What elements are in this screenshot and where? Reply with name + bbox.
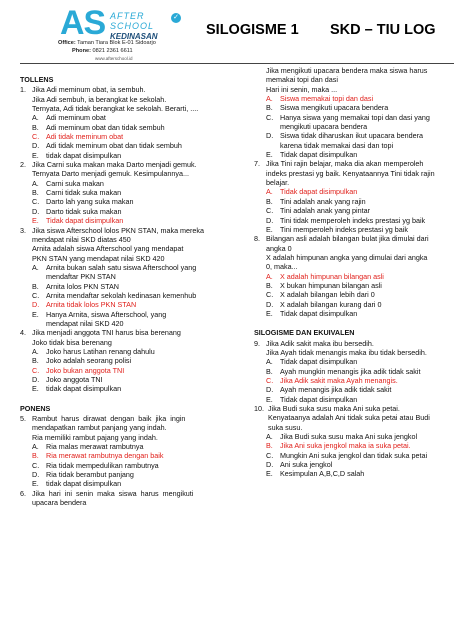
option-d[interactable] [20,207,238,216]
question-4 [20,328,238,347]
option-letter: D. [32,470,40,480]
question-9 [254,339,459,358]
option-text: Ayah mungkin menangis jika adik tidak sakit [280,366,421,376]
spacer [254,318,459,325]
option-letter: B. [32,356,39,366]
question-text: Jika hari ini senin maka siswa harus mengikuti [32,488,194,498]
question-3 [20,226,238,263]
question-number: 8. [254,234,260,244]
option-letter: A. [266,94,273,104]
option-letter: E. [266,469,273,479]
option-text: Hanya siswa yang memakai topi dan dasi yang [280,112,430,122]
option-e[interactable] [20,151,238,160]
option-letter: E. [266,150,273,160]
option-text: Hanya Arnita, siswa Afterschool, yang [46,309,167,319]
option-text: Arnita tidak lolos PKN STAN [46,300,137,310]
option-letter: C. [32,197,40,207]
option-letter: A. [266,357,273,367]
option-a[interactable] [254,357,459,366]
option-text: Siswa tidak diharuskan ikut upacara bendera [280,131,424,141]
option-letter: E. [32,384,39,394]
option-letter: D. [266,215,274,225]
question-number: 6. [20,488,26,498]
option-letter: E. [32,216,39,226]
question-text: Jika Adi sembuh, ia berangkat ke sekolah. [32,94,167,104]
option-letter: C. [266,206,274,216]
option-a[interactable] [20,113,238,122]
option-b-answer[interactable] [254,441,459,450]
page-title: SILOGISME 1 [206,22,299,38]
option-d[interactable] [254,300,459,309]
option-d[interactable] [254,131,459,140]
question-text: 0, maka... [266,262,298,272]
option-c-answer[interactable] [254,376,459,385]
question-text: belajar. [266,178,290,188]
question-text: upacara bendera [32,498,87,508]
option-letter: A. [266,432,273,442]
option-b-answer[interactable] [20,451,238,460]
option-letter: A. [32,346,39,356]
option-letter: B. [266,280,273,290]
header-divider [20,63,454,64]
option-text: Carni suka makan [46,178,104,188]
option-text: Tini adalah anak yang rajin [280,196,366,206]
option-letter: B. [32,451,39,461]
question-10 [254,404,459,432]
question-6 [20,489,238,508]
question-text: mendapatkan rambut panjang yang indah. [32,423,167,433]
option-a-answer[interactable] [254,94,459,103]
option-a[interactable] [20,179,238,188]
option-letter: A. [32,113,39,123]
option-a[interactable] [254,432,459,441]
question-text: Ternyata, Adi tidak berangkat ke sekolah. Berarti, .... [32,104,199,114]
question-text: Jika mengikuti upacara bendera maka siswa harus [266,66,428,75]
option-b[interactable] [20,282,238,291]
question-6-continued [254,66,459,94]
option-letter: D. [266,299,274,309]
option-text: Ria tidak berambut panjang [46,470,134,480]
option-text: Ria malas merawat rambutnya [46,442,144,452]
option-letter: B. [32,188,39,198]
option-text: Arnita bukan salah satu siswa Afterschool yang [46,262,197,272]
option-letter: C. [32,290,40,300]
option-text: tidak dapat disimpulkan [46,479,122,489]
question-number: 3. [20,225,26,235]
option-text: Siswa mengikuti upacara bendera [280,103,389,113]
option-letter: C. [32,365,40,375]
option-e[interactable] [254,225,459,234]
option-e[interactable] [254,395,459,404]
option-text: X adalah bilangan kurang dari 0 [280,299,382,309]
option-text: Tidak dapat disimpulkan [280,150,358,160]
option-text: Tidak dapat disimpulkan [280,394,358,404]
question-text: Kenyataanya adalah Ani tidak suka petai atau Budi [268,413,430,423]
question-text: Arnita adalah siswa Afterschool yang mendapat [32,244,184,254]
question-text: Bilangan asli adalah bilangan bulat jika dimulai dari [266,234,429,244]
option-text: Carni tidak suka makan [46,188,122,198]
option-text: Tini adalah anak yang pintar [280,206,371,216]
option-text: X bukan himpunan bilangan asli [280,280,382,290]
office-label: Office: [58,40,76,46]
option-d-continued [254,141,459,150]
question-number: 7. [254,159,260,169]
logo-school-text: SCHOOL [110,21,155,31]
option-letter: E. [266,394,273,404]
option-b[interactable] [254,281,459,290]
option-text: Arnita mendaftar sekolah kedinasan kemenhub [46,290,197,300]
question-8 [254,234,459,271]
option-text: Ria merawat rambutnya dengan baik [46,451,164,461]
option-text: Adi meminum obat dan tidak sembuh [46,122,165,132]
website-link[interactable]: www.afterschool.id [95,56,133,61]
question-number: 4. [20,328,26,338]
question-text: Jika Budi suka susu maka Ani suka petai. [268,404,400,414]
option-text: mendapat nilai SKD 420 [46,318,124,328]
option-a[interactable] [20,263,238,272]
option-text: Siswa memakai topi dan dasi [280,94,374,104]
question-text: Jika Carni suka makan maka Darto menjadi gemuk. [32,160,197,170]
option-letter: E. [32,150,39,160]
option-e[interactable] [20,384,238,393]
phone-label: Phone: [72,48,91,54]
question-text: Ternyata Darto menjadi gemuk. Kesimpulannya... [32,169,190,179]
option-letter: A. [266,271,273,281]
option-letter: B. [32,281,39,291]
option-text: mendaftar PKN STAN [46,272,116,282]
option-e[interactable] [20,479,238,488]
option-e-answer[interactable] [20,216,238,225]
option-text: Ani suka jengkol [280,460,333,470]
option-c-continued [254,122,459,131]
option-text: Adi meminum obat [46,113,106,123]
option-c-answer[interactable] [20,366,238,375]
option-text: Darto tidak suka makan [46,206,122,216]
option-letter: A. [32,442,39,452]
option-text: Adi tidak meminum obat [46,132,124,142]
option-letter: C. [32,460,40,470]
question-number: 2. [20,160,26,170]
option-text: Joko bukan anggota TNI [46,365,125,375]
option-c[interactable] [20,197,238,206]
option-text: X adalah bilangan lebih dari 0 [280,290,375,300]
question-text: Jika siswa Afterschool lolos PKN STAN, maka mereka [32,225,205,235]
option-text: Joko adalah seorang polisi [46,356,132,366]
option-text: Tidak dapat disimpulkan [280,187,358,197]
option-text: Arnita lolos PKN STAN [46,281,119,291]
option-d[interactable] [254,385,459,394]
section-heading-ponens: PONENS [20,403,51,413]
option-letter: C. [266,290,274,300]
question-text: mendapat nilai SKD diatas 450 [32,234,131,244]
option-c[interactable] [254,451,459,460]
question-5 [20,414,238,442]
option-e-continued [20,319,238,328]
option-e[interactable] [254,150,459,159]
option-b[interactable] [20,123,238,132]
option-letter: D. [32,206,40,216]
question-text: Hari ini senin, maka ... [266,84,338,94]
phone-number: 0821 2361 6611 [92,48,133,54]
option-d[interactable] [20,470,238,479]
option-text: X adalah himpunan bilangan asli [280,271,384,281]
option-text: Tini tidak memperoleh indeks prestasi yg baik [280,215,426,225]
question-text: X adalah himpunan angka yang dimulai dari angka [266,252,428,262]
question-text: angka 0 [266,243,292,253]
option-letter: A. [32,178,39,188]
option-letter: A. [266,187,273,197]
option-b[interactable] [254,197,459,206]
option-letter: B. [266,103,273,113]
question-text: Jika Adik sakit maka ibu bersedih. [266,338,374,348]
option-a-answer[interactable] [254,187,459,196]
option-d-answer[interactable] [20,300,238,309]
section-heading-ekuivalen: SILOGISME DAN EKUIVALEN [254,328,355,338]
option-text: Adi tidak meminum obat dan tidak sembuh [46,141,182,151]
option-e[interactable] [254,469,459,478]
question-text: suka susu. [268,422,303,432]
option-d[interactable] [254,216,459,225]
logo-mark: AS [60,4,106,42]
question-number: 10. [254,404,264,414]
option-a-continued [20,272,238,281]
option-d[interactable] [20,375,238,384]
logo-kedinasan-text: KEDINASAN [110,32,158,41]
question-text: Joko tidak bisa berenang [32,337,112,347]
question-text: Jika Ayah tidak menangis maka ibu tidak bersedih. [266,347,427,357]
right-column [254,66,459,479]
option-a-answer[interactable] [254,272,459,281]
option-letter: D. [266,385,274,395]
option-letter: E. [266,224,273,234]
option-c[interactable] [254,206,459,215]
option-c-answer[interactable] [20,132,238,141]
option-letter: A. [32,262,39,272]
option-letter: D. [266,131,274,141]
option-letter: C. [266,376,274,385]
question-number: 9. [254,338,260,348]
option-text: Ria tidak mempedulikan rambutnya [46,460,159,470]
option-d[interactable] [20,141,238,150]
option-c[interactable] [20,461,238,470]
option-c[interactable] [254,290,459,299]
option-b[interactable] [254,367,459,376]
question-1 [20,85,238,113]
option-text: Jika Adik sakit maka Ayah menangis. [280,376,398,385]
question-text: Ria memiliki rambut pajang yang indah. [32,432,158,442]
option-a[interactable] [20,347,238,356]
question-text: Jika Tini rajin belajar, maka dia akan memperoleh [266,159,424,169]
question-text: PKN STAN yang mendapat nilai SKD 420 [32,253,165,263]
office-info [58,39,156,55]
option-c[interactable] [20,291,238,300]
option-b[interactable] [20,356,238,365]
option-letter: B. [266,366,273,376]
option-text: tidak dapat disimpulkan [46,150,122,160]
left-column [20,72,238,507]
option-text: Ayah menangis jika adik tidak sakit [280,385,392,395]
option-letter: D. [32,300,40,310]
logo-badge-icon: ✓ [171,13,181,23]
option-text: Darto lah yang suka makan [46,197,134,207]
option-letter: C. [32,132,40,142]
option-letter: B. [266,441,273,451]
question-7 [254,159,459,187]
page-subtitle: SKD – TIU LOG [330,22,436,38]
question-2 [20,160,238,179]
logo-after-text: AFTER [110,11,145,21]
option-text: Tini memperoleh indeks prestasi yg baik [280,224,408,234]
option-text: Mungkin Ani suka jengkol dan tidak suka petai [280,450,428,460]
option-b[interactable] [254,103,459,112]
option-text: Jika Ani suka jengkol maka ia suka petai. [280,441,411,451]
option-text: Joko anggota TNI [46,375,103,384]
option-letter: E. [32,479,39,489]
option-b[interactable] [20,188,238,197]
office-address: Taman Tiara Blok E-01 Sidoarjo [77,40,156,46]
option-c[interactable] [254,113,459,122]
section-heading-tollens: TOLLENS [20,75,54,84]
option-text: Tidak dapat disimpulkan [280,357,358,367]
question-text: indeks prestasi yg baik. Kenyataannya Tini tidak rajin [266,168,435,178]
option-letter: D. [266,460,274,470]
question-text: Rambut harus dirawat dengan baik jika ingin [32,414,186,424]
option-text: Joko harus Latihan renang dahulu [46,346,155,356]
option-letter: B. [266,196,273,206]
option-e[interactable] [20,310,238,319]
option-letter: C. [266,112,274,122]
option-text: Jika Budi suka susu maka Ani suka jengkol [280,432,418,442]
question-number: 1. [20,85,26,95]
option-text: Tidak dapat disimpulkan [46,216,124,226]
option-letter: E. [266,308,273,318]
option-letter: B. [32,122,39,132]
option-text: mengikuti upacara bendera [280,122,368,132]
option-text: karena tidak memakai dasi dan topi [280,140,394,150]
option-d[interactable] [254,460,459,469]
option-letter: D. [32,375,40,384]
question-text: Jika Adi meminum obat, ia sembuh. [32,85,146,95]
option-a[interactable] [20,442,238,451]
question-number: 5. [20,414,26,424]
question-text: Jika menjadi anggota TNI harus bisa berenang [32,328,181,338]
option-e[interactable] [254,309,459,318]
spacer [20,394,238,401]
option-letter: D. [32,141,40,151]
option-text: Kesimpulan A,B,C,D salah [280,469,365,479]
option-text: tidak dapat disimpulkan [46,384,122,394]
option-letter: E. [32,309,39,319]
option-text: Tidak dapat disimpulkan [280,308,358,318]
question-text: memakai topi dan dasi [266,75,338,85]
option-letter: C. [266,450,274,460]
